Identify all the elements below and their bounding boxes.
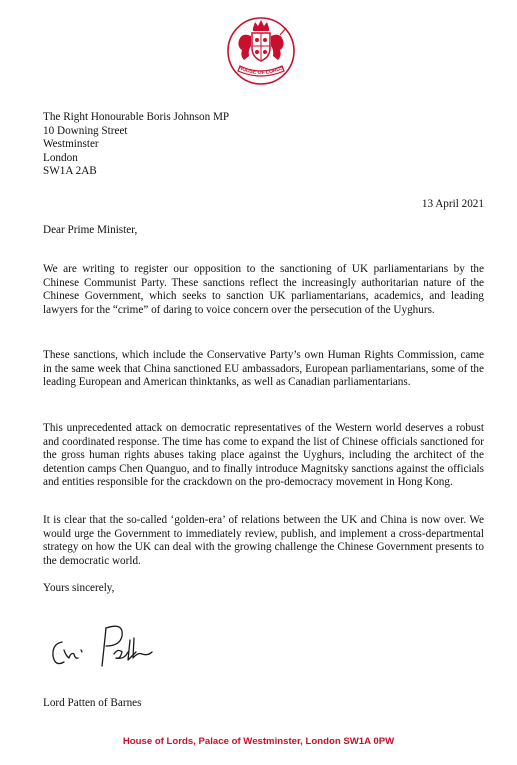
closing: Yours sincerely, (43, 582, 115, 594)
salutation: Dear Prime Minister, (43, 224, 138, 236)
recipient-street: 10 Downing Street (43, 124, 128, 137)
recipient-name: The Right Honourable Boris Johnson MP (43, 111, 230, 123)
recipient-address (43, 111, 229, 179)
body-paragraph-2: These sanctions, which include the Conservative Party’s own Human Rights Commission, came in the same week that China sanctioned EU ambassadors, European parliamentarians, some of the leading European and American thinktanks, as well as Canadian parliamentarians. (43, 349, 484, 389)
signature (44, 612, 164, 672)
signer-name: Lord Patten of Barnes (43, 697, 142, 709)
crest-motto: HOUSE OF LORDS (237, 65, 285, 77)
footer-address: House of Lords, Palace of Westminster, London SW1A 0PW (122, 736, 395, 747)
body-paragraph-1: We are writing to register our opposition to the sanctioning of UK parliamentarians by the Chinese Communist Party. These sanctions reflect the increasingly authoritarian nature of the Chinese Government, which seeks to sanction UK parliamentarians, academics, and leading lawyers for the “crime” of daring to voice concern over the persecution of the Uyghurs. (43, 263, 484, 316)
letter-date: 13 April 2021 (421, 198, 484, 210)
recipient-city: London (43, 151, 78, 164)
body-paragraph-4: It is clear that the so-called ‘golden-era’ of relations between the UK and China is now over. We would urge the Government to immediately review, publish, and implement a cross-departmental strategy on how the UK can deal with the growing challenge the Chinese Government presents to the democratic world. (43, 514, 484, 567)
recipient-postcode: SW1A 2AB (43, 165, 97, 178)
house-of-lords-crest (222, 14, 300, 92)
body-paragraph-3: This unprecedented attack on democratic representatives of the Western world deserves a robust and coordinated response. The time has come to expand the list of Chinese officials sanctioned for the gross human rights abuses taking place against the Uyghurs, including the architect of the detention camps Chen Quanguo, and to finally introduce Magnitsky sanctions against the officials and entities responsible for the crackdown on the pro-democracy movement in Hong Kong. (43, 422, 484, 489)
recipient-district: Westminster (43, 138, 99, 151)
